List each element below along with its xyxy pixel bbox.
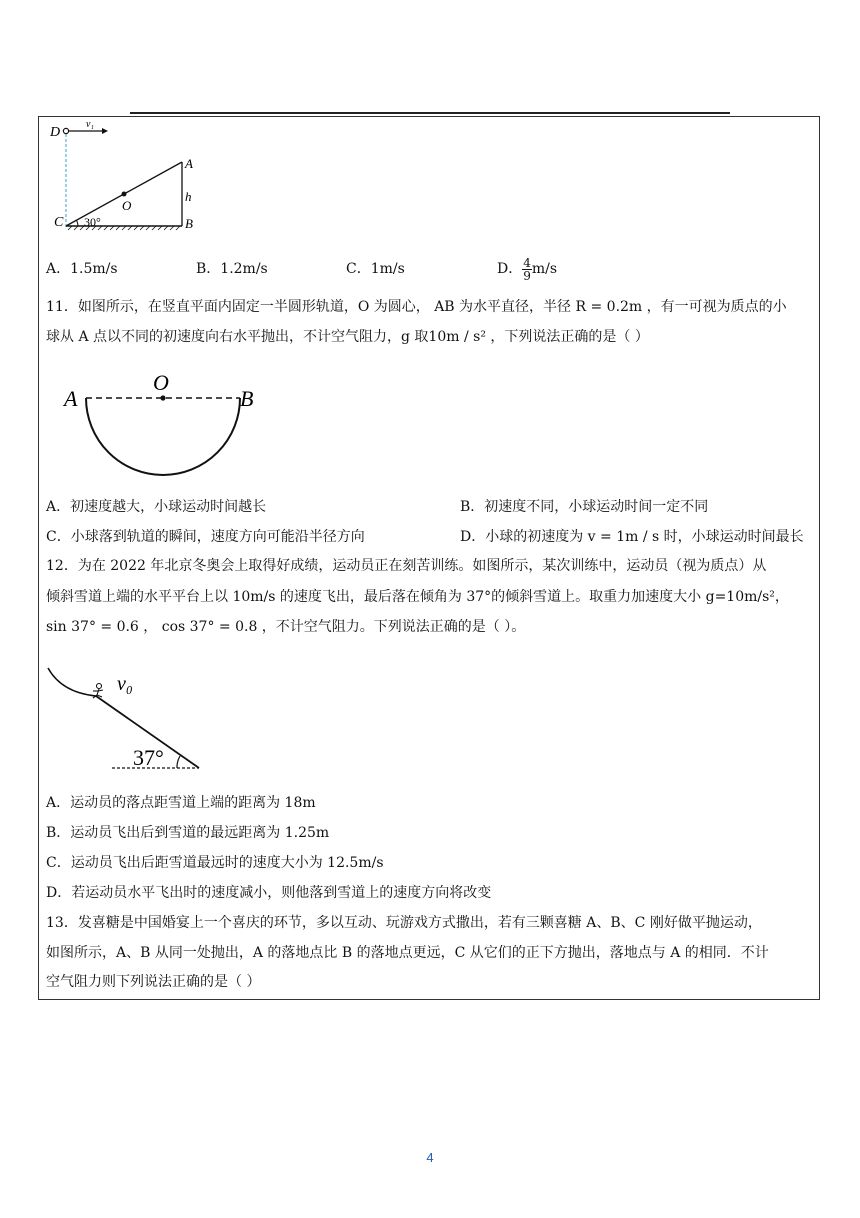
label-angle: 30° bbox=[84, 215, 101, 229]
label-a: A bbox=[185, 156, 193, 171]
label-h: h bbox=[185, 189, 192, 204]
fig-label-angle: 37° bbox=[133, 745, 164, 770]
q11-option-c: C．小球落到轨道的瞬间，速度方向可能沿半径方向 bbox=[46, 529, 365, 545]
header-rule bbox=[130, 112, 730, 114]
incline-figure bbox=[48, 118, 208, 238]
fraction: $\frac{4}{9}$ bbox=[523, 255, 531, 283]
q12-line-1: 12．为在 2022 年北京冬奥会上取得好成绩，运动员正在刻苦训练。如图所示，某次训练中，运动员（视为质点）从 bbox=[46, 558, 767, 574]
label-b: B bbox=[185, 216, 193, 231]
q13-line-3: 空气阻力则下列说法正确的是（ ） bbox=[46, 974, 261, 990]
q10-option-b: B．1.2m/s bbox=[196, 261, 268, 277]
q12-option-b: B．运动员飞出后到雪道的最远距离为 1.25m bbox=[46, 825, 330, 841]
q11-option-a: A．初速度越大，小球运动时间越长 bbox=[46, 499, 267, 515]
q11-line-2: 球从 A 点以不同的初速度向右水平抛出，不计空气阻力，g 取10m / s² ，下列说法正确的是（ ） bbox=[46, 329, 649, 345]
fig-label-b: B bbox=[240, 386, 254, 411]
fig-label-a: A bbox=[64, 386, 78, 411]
page-number: 4 bbox=[426, 1150, 434, 1165]
ski-slope-figure bbox=[44, 664, 214, 774]
q11-option-d: D．小球的初速度为 v = 1m / s 时，小球运动时间最长 bbox=[460, 529, 804, 545]
q10-option-d: D． $\frac{4}{9}$ m/s bbox=[497, 255, 558, 283]
q10-option-c: C．1m/s bbox=[346, 261, 405, 277]
fig-label-v0: v₀ bbox=[117, 673, 133, 695]
label-c: C bbox=[54, 215, 64, 230]
q10-option-a: A．1.5m/s bbox=[46, 261, 118, 277]
q12-option-d: D．若运动员水平飞出时的速度减小，则他落到雪道上的速度方向将改变 bbox=[46, 885, 492, 901]
q11-line-1: 11．如图所示，在竖直平面内固定一半圆形轨道，O 为圆心， AB 为水平直径，半径 R = 0.2m ，有一可视为质点的小 bbox=[46, 299, 787, 315]
q12-line-3: sin 37° = 0.6 ， cos 37° = 0.8 ，不计空气阻力。下列说法正确的是（ ）。 bbox=[46, 619, 526, 635]
label-o: O bbox=[122, 198, 132, 213]
q13-line-2: 如图所示，A、B 从同一处抛出，A 的落地点比 B 的落地点更远，C 从它们的正下方抛出，落地点与 A 的相同．不计 bbox=[46, 945, 769, 961]
q12-line-2: 倾斜雪道上端的水平平台上以 10m/s 的速度飞出，最后落在倾角为 37°的倾斜雪道上。取重力加速度大小 g=10m/s²， bbox=[46, 589, 789, 605]
label-d: D bbox=[50, 125, 61, 140]
q13-line-1: 13．发喜糖是中国婚宴上一个喜庆的环节，多以互动、玩游戏方式撒出，若有三颗喜糖 A、B、C 刚好做平抛运动， bbox=[46, 915, 762, 931]
fig-label-o: O bbox=[153, 370, 169, 395]
label-v1: v₁ bbox=[86, 119, 94, 130]
q12-option-a: A．运动员的落点距雪道上端的距离为 18m bbox=[46, 795, 316, 811]
semicircle-figure bbox=[60, 368, 270, 478]
q12-option-c: C．运动员飞出后距雪道最远时的速度大小为 12.5m/s bbox=[46, 855, 384, 871]
q11-option-b: B．初速度不同，小球运动时间一定不同 bbox=[460, 499, 709, 515]
